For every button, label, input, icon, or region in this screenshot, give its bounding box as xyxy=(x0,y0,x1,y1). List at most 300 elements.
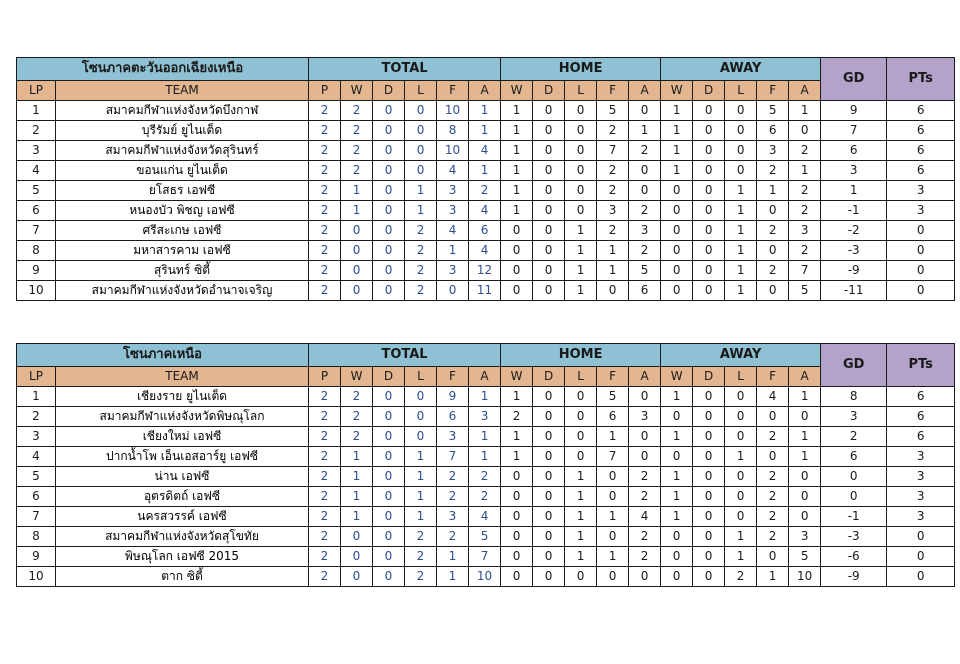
home-stat-cell: 2 xyxy=(629,141,661,161)
total-stat-cell: 1 xyxy=(341,487,373,507)
home-stat-cell: 2 xyxy=(597,161,629,181)
total-stat-cell: 2 xyxy=(341,121,373,141)
away-stat-cell: 0 xyxy=(725,507,757,527)
total-stat-cell: 1 xyxy=(341,467,373,487)
total-stat-cell: 1 xyxy=(469,121,501,141)
position-cell: 1 xyxy=(17,387,56,407)
total-stat-cell: 0 xyxy=(373,261,405,281)
col-header: L xyxy=(405,81,437,101)
home-stat-cell: 1 xyxy=(565,527,597,547)
total-stat-cell: 10 xyxy=(469,567,501,587)
away-stat-cell: 3 xyxy=(789,527,821,547)
away-stat-cell: 2 xyxy=(725,567,757,587)
away-stat-cell: 0 xyxy=(661,181,693,201)
away-stat-cell: 1 xyxy=(725,241,757,261)
position-cell: 3 xyxy=(17,141,56,161)
points-cell: 6 xyxy=(887,427,955,447)
home-stat-cell: 0 xyxy=(533,467,565,487)
home-stat-cell: 4 xyxy=(629,507,661,527)
points-cell: 0 xyxy=(887,567,955,587)
home-stat-cell: 1 xyxy=(565,281,597,301)
total-stat-cell: 2 xyxy=(309,447,341,467)
home-stat-cell: 1 xyxy=(565,261,597,281)
total-stat-cell: 7 xyxy=(469,547,501,567)
col-header: L xyxy=(725,81,757,101)
away-stat-cell: 1 xyxy=(725,547,757,567)
goal-difference-cell: -1 xyxy=(821,507,887,527)
home-stat-cell: 0 xyxy=(501,467,533,487)
position-cell: 6 xyxy=(17,201,56,221)
home-stat-cell: 0 xyxy=(501,241,533,261)
total-stat-cell: 0 xyxy=(405,407,437,427)
total-stat-cell: 2 xyxy=(405,527,437,547)
team-name-cell: สมาคมกีฬาแห่งจังหวัดสุโขทัย xyxy=(56,527,309,547)
total-stat-cell: 0 xyxy=(405,387,437,407)
total-stat-cell: 2 xyxy=(309,201,341,221)
col-header: A xyxy=(789,81,821,101)
away-stat-cell: 0 xyxy=(693,161,725,181)
home-stat-cell: 0 xyxy=(501,221,533,241)
col-header: F xyxy=(597,81,629,101)
total-stat-cell: 2 xyxy=(309,487,341,507)
team-name-cell: สุรินทร์ ซิตี้ xyxy=(56,261,309,281)
away-stat-cell: 0 xyxy=(661,281,693,301)
points-cell: 6 xyxy=(887,387,955,407)
position-cell: 7 xyxy=(17,507,56,527)
total-stat-cell: 0 xyxy=(405,161,437,181)
away-stat-cell: 1 xyxy=(757,567,789,587)
home-stat-cell: 1 xyxy=(565,507,597,527)
away-stat-cell: 5 xyxy=(789,281,821,301)
total-stat-cell: 0 xyxy=(373,427,405,447)
home-stat-cell: 0 xyxy=(629,101,661,121)
home-stat-cell: 1 xyxy=(597,241,629,261)
away-stat-cell: 1 xyxy=(661,161,693,181)
home-stat-cell: 0 xyxy=(501,281,533,301)
home-header: HOME xyxy=(501,58,661,81)
away-stat-cell: 2 xyxy=(757,467,789,487)
lp-header: LP xyxy=(17,81,56,101)
home-stat-cell: 6 xyxy=(597,407,629,427)
home-stat-cell: 0 xyxy=(597,281,629,301)
home-stat-cell: 0 xyxy=(565,181,597,201)
region-title: โซนภาคตะวันออกเฉียงเหนือ xyxy=(17,58,309,81)
away-stat-cell: 2 xyxy=(757,487,789,507)
goal-difference-cell: 1 xyxy=(821,181,887,201)
home-stat-cell: 1 xyxy=(565,241,597,261)
goal-difference-cell: -1 xyxy=(821,201,887,221)
total-stat-cell: 5 xyxy=(469,527,501,547)
home-stat-cell: 0 xyxy=(565,447,597,467)
goal-difference-cell: 7 xyxy=(821,121,887,141)
home-stat-cell: 0 xyxy=(533,547,565,567)
away-stat-cell: 0 xyxy=(693,261,725,281)
col-header: D xyxy=(533,81,565,101)
team-header: TEAM xyxy=(56,81,309,101)
total-stat-cell: 1 xyxy=(469,161,501,181)
total-stat-cell: 0 xyxy=(373,567,405,587)
total-stat-cell: 2 xyxy=(309,567,341,587)
table-row xyxy=(17,507,955,527)
away-stat-cell: 0 xyxy=(725,427,757,447)
total-stat-cell: 0 xyxy=(373,507,405,527)
table-row xyxy=(17,141,955,161)
total-stat-cell: 2 xyxy=(437,527,469,547)
total-stat-cell: 4 xyxy=(437,221,469,241)
away-header: AWAY xyxy=(661,344,821,367)
points-cell: 3 xyxy=(887,467,955,487)
away-stat-cell: 0 xyxy=(725,487,757,507)
col-header: A xyxy=(629,367,661,387)
away-stat-cell: 0 xyxy=(661,547,693,567)
total-stat-cell: 2 xyxy=(341,141,373,161)
away-stat-cell: 0 xyxy=(693,101,725,121)
total-stat-cell: 1 xyxy=(437,567,469,587)
home-stat-cell: 0 xyxy=(533,507,565,527)
total-stat-cell: 2 xyxy=(405,221,437,241)
away-stat-cell: 2 xyxy=(757,507,789,527)
total-stat-cell: 0 xyxy=(341,241,373,261)
home-stat-cell: 1 xyxy=(629,121,661,141)
points-cell: 3 xyxy=(887,507,955,527)
table-row xyxy=(17,121,955,141)
away-stat-cell: 0 xyxy=(693,507,725,527)
home-stat-cell: 0 xyxy=(533,387,565,407)
goal-difference-cell: -3 xyxy=(821,241,887,261)
table-row xyxy=(17,567,955,587)
total-stat-cell: 6 xyxy=(469,221,501,241)
pts-header: PTs xyxy=(887,344,955,387)
home-stat-cell: 1 xyxy=(501,121,533,141)
total-stat-cell: 3 xyxy=(437,201,469,221)
home-stat-cell: 0 xyxy=(533,161,565,181)
away-stat-cell: 0 xyxy=(693,447,725,467)
home-stat-cell: 1 xyxy=(501,387,533,407)
total-stat-cell: 2 xyxy=(309,407,341,427)
total-stat-cell: 7 xyxy=(437,447,469,467)
home-stat-cell: 1 xyxy=(501,161,533,181)
points-cell: 0 xyxy=(887,527,955,547)
home-stat-cell: 0 xyxy=(565,161,597,181)
home-stat-cell: 2 xyxy=(629,467,661,487)
home-stat-cell: 0 xyxy=(565,407,597,427)
position-cell: 9 xyxy=(17,261,56,281)
home-stat-cell: 7 xyxy=(597,141,629,161)
away-stat-cell: 0 xyxy=(693,407,725,427)
total-stat-cell: 2 xyxy=(309,261,341,281)
goal-difference-cell: -9 xyxy=(821,567,887,587)
position-cell: 5 xyxy=(17,467,56,487)
home-stat-cell: 1 xyxy=(597,547,629,567)
goal-difference-cell: 2 xyxy=(821,427,887,447)
total-stat-cell: 11 xyxy=(469,281,501,301)
home-stat-cell: 0 xyxy=(565,141,597,161)
home-stat-cell: 1 xyxy=(597,261,629,281)
goal-difference-cell: 3 xyxy=(821,407,887,427)
home-stat-cell: 0 xyxy=(533,181,565,201)
table-row xyxy=(17,387,955,407)
home-stat-cell: 0 xyxy=(501,567,533,587)
away-stat-cell: 1 xyxy=(789,387,821,407)
away-stat-cell: 0 xyxy=(693,527,725,547)
total-stat-cell: 0 xyxy=(341,567,373,587)
away-stat-cell: 0 xyxy=(693,121,725,141)
home-stat-cell: 0 xyxy=(565,567,597,587)
position-cell: 10 xyxy=(17,281,56,301)
total-stat-cell: 2 xyxy=(309,221,341,241)
team-name-cell: ยโสธร เอฟซี xyxy=(56,181,309,201)
away-stat-cell: 0 xyxy=(725,141,757,161)
away-stat-cell: 0 xyxy=(789,507,821,527)
position-cell: 10 xyxy=(17,567,56,587)
points-cell: 3 xyxy=(887,487,955,507)
total-stat-cell: 0 xyxy=(405,427,437,447)
away-stat-cell: 1 xyxy=(661,387,693,407)
col-header: D xyxy=(693,81,725,101)
away-stat-cell: 3 xyxy=(757,141,789,161)
away-stat-cell: 5 xyxy=(789,547,821,567)
away-stat-cell: 0 xyxy=(661,407,693,427)
home-stat-cell: 0 xyxy=(565,387,597,407)
total-stat-cell: 0 xyxy=(373,101,405,121)
total-stat-cell: 1 xyxy=(469,447,501,467)
away-stat-cell: 0 xyxy=(693,567,725,587)
home-stat-cell: 0 xyxy=(597,487,629,507)
col-header: W xyxy=(661,367,693,387)
col-header: W xyxy=(341,367,373,387)
away-stat-cell: 1 xyxy=(725,527,757,547)
home-stat-cell: 0 xyxy=(533,241,565,261)
away-stat-cell: 1 xyxy=(725,447,757,467)
away-stat-cell: 2 xyxy=(757,427,789,447)
home-stat-cell: 3 xyxy=(629,221,661,241)
home-stat-cell: 0 xyxy=(533,141,565,161)
total-stat-cell: 0 xyxy=(373,407,405,427)
away-stat-cell: 6 xyxy=(757,121,789,141)
position-cell: 3 xyxy=(17,427,56,447)
away-stat-cell: 1 xyxy=(661,427,693,447)
away-stat-cell: 0 xyxy=(693,221,725,241)
position-cell: 7 xyxy=(17,221,56,241)
away-stat-cell: 0 xyxy=(757,407,789,427)
total-stat-cell: 4 xyxy=(469,201,501,221)
team-name-cell: หนองบัว พิชญ เอฟซี xyxy=(56,201,309,221)
home-stat-cell: 0 xyxy=(533,101,565,121)
total-stat-cell: 1 xyxy=(341,201,373,221)
team-name-cell: เชียงใหม่ เอฟซี xyxy=(56,427,309,447)
total-stat-cell: 0 xyxy=(373,527,405,547)
home-stat-cell: 0 xyxy=(565,121,597,141)
total-stat-cell: 0 xyxy=(373,121,405,141)
home-stat-cell: 0 xyxy=(629,567,661,587)
team-name-cell: เชียงราย ยูไนเต็ด xyxy=(56,387,309,407)
total-stat-cell: 2 xyxy=(341,161,373,181)
goal-difference-cell: 8 xyxy=(821,387,887,407)
position-cell: 4 xyxy=(17,161,56,181)
points-cell: 3 xyxy=(887,181,955,201)
total-stat-cell: 1 xyxy=(341,507,373,527)
away-stat-cell: 0 xyxy=(757,241,789,261)
away-stat-cell: 7 xyxy=(789,261,821,281)
total-stat-cell: 2 xyxy=(469,467,501,487)
home-stat-cell: 0 xyxy=(629,161,661,181)
home-stat-cell: 1 xyxy=(565,547,597,567)
position-cell: 2 xyxy=(17,121,56,141)
total-stat-cell: 2 xyxy=(309,387,341,407)
points-cell: 0 xyxy=(887,281,955,301)
away-stat-cell: 0 xyxy=(789,407,821,427)
away-stat-cell: 1 xyxy=(661,101,693,121)
home-stat-cell: 1 xyxy=(501,427,533,447)
table-row xyxy=(17,427,955,447)
col-header: A xyxy=(629,81,661,101)
table-row xyxy=(17,261,955,281)
home-stat-cell: 1 xyxy=(501,141,533,161)
total-stat-cell: 12 xyxy=(469,261,501,281)
away-stat-cell: 0 xyxy=(789,487,821,507)
total-stat-cell: 2 xyxy=(405,547,437,567)
total-stat-cell: 1 xyxy=(405,447,437,467)
total-stat-cell: 2 xyxy=(309,547,341,567)
total-stat-cell: 0 xyxy=(373,161,405,181)
away-stat-cell: 0 xyxy=(725,121,757,141)
position-cell: 6 xyxy=(17,487,56,507)
away-stat-cell: 0 xyxy=(757,281,789,301)
position-cell: 4 xyxy=(17,447,56,467)
away-stat-cell: 0 xyxy=(661,221,693,241)
team-name-cell: มหาสารคาม เอฟซี xyxy=(56,241,309,261)
goal-difference-cell: 3 xyxy=(821,161,887,181)
away-stat-cell: 0 xyxy=(693,281,725,301)
away-stat-cell: 0 xyxy=(725,407,757,427)
total-stat-cell: 1 xyxy=(437,547,469,567)
col-header: D xyxy=(693,367,725,387)
away-stat-cell: 0 xyxy=(693,141,725,161)
total-stat-cell: 2 xyxy=(309,181,341,201)
home-stat-cell: 0 xyxy=(533,427,565,447)
home-stat-cell: 1 xyxy=(565,467,597,487)
away-stat-cell: 0 xyxy=(661,241,693,261)
total-stat-cell: 3 xyxy=(437,507,469,527)
total-stat-cell: 4 xyxy=(469,507,501,527)
away-stat-cell: 0 xyxy=(693,181,725,201)
home-stat-cell: 0 xyxy=(629,427,661,447)
total-header: TOTAL xyxy=(309,58,501,81)
home-stat-cell: 2 xyxy=(597,181,629,201)
total-stat-cell: 0 xyxy=(341,281,373,301)
away-stat-cell: 0 xyxy=(693,547,725,567)
home-stat-cell: 1 xyxy=(565,221,597,241)
total-stat-cell: 0 xyxy=(341,221,373,241)
total-stat-cell: 1 xyxy=(341,447,373,467)
home-stat-cell: 5 xyxy=(597,101,629,121)
home-stat-cell: 1 xyxy=(501,201,533,221)
col-header: L xyxy=(565,367,597,387)
away-stat-cell: 0 xyxy=(757,201,789,221)
goal-difference-cell: -9 xyxy=(821,261,887,281)
away-stat-cell: 0 xyxy=(757,447,789,467)
col-header: L xyxy=(565,81,597,101)
standings-table-north xyxy=(16,343,955,587)
team-header: TEAM xyxy=(56,367,309,387)
away-stat-cell: 1 xyxy=(661,507,693,527)
col-header: F xyxy=(437,81,469,101)
total-stat-cell: 0 xyxy=(405,121,437,141)
position-cell: 9 xyxy=(17,547,56,567)
table-row xyxy=(17,467,955,487)
home-stat-cell: 1 xyxy=(597,427,629,447)
total-header: TOTAL xyxy=(309,344,501,367)
col-header: L xyxy=(725,367,757,387)
total-stat-cell: 0 xyxy=(341,527,373,547)
total-stat-cell: 3 xyxy=(437,261,469,281)
position-cell: 8 xyxy=(17,527,56,547)
away-stat-cell: 0 xyxy=(725,387,757,407)
away-stat-cell: 0 xyxy=(661,261,693,281)
total-stat-cell: 4 xyxy=(437,161,469,181)
col-header: W xyxy=(661,81,693,101)
away-stat-cell: 0 xyxy=(693,427,725,447)
total-stat-cell: 2 xyxy=(341,407,373,427)
away-stat-cell: 2 xyxy=(757,527,789,547)
total-stat-cell: 2 xyxy=(309,427,341,447)
team-name-cell: สมาคมกีฬาแห่งจังหวัดอำนาจเจริญ xyxy=(56,281,309,301)
away-stat-cell: 0 xyxy=(693,387,725,407)
table-row xyxy=(17,527,955,547)
total-stat-cell: 2 xyxy=(405,567,437,587)
total-stat-cell: 4 xyxy=(469,141,501,161)
total-stat-cell: 2 xyxy=(309,527,341,547)
away-stat-cell: 2 xyxy=(789,181,821,201)
home-stat-cell: 6 xyxy=(629,281,661,301)
home-stat-cell: 0 xyxy=(533,121,565,141)
home-stat-cell: 0 xyxy=(597,467,629,487)
away-stat-cell: 1 xyxy=(661,121,693,141)
away-stat-cell: 1 xyxy=(661,487,693,507)
total-stat-cell: 1 xyxy=(341,181,373,201)
gd-header: GD xyxy=(821,344,887,387)
team-name-cell: นครสวรรค์ เอฟซี xyxy=(56,507,309,527)
goal-difference-cell: -2 xyxy=(821,221,887,241)
home-stat-cell: 1 xyxy=(565,487,597,507)
total-stat-cell: 2 xyxy=(437,487,469,507)
home-stat-cell: 0 xyxy=(533,261,565,281)
total-stat-cell: 3 xyxy=(437,181,469,201)
away-stat-cell: 1 xyxy=(661,141,693,161)
home-stat-cell: 2 xyxy=(597,121,629,141)
total-stat-cell: 2 xyxy=(309,241,341,261)
away-header: AWAY xyxy=(661,58,821,81)
col-header: L xyxy=(405,367,437,387)
table-row xyxy=(17,281,955,301)
home-stat-cell: 0 xyxy=(501,507,533,527)
home-stat-cell: 7 xyxy=(597,447,629,467)
home-stat-cell: 0 xyxy=(501,261,533,281)
total-stat-cell: 6 xyxy=(437,407,469,427)
total-stat-cell: 0 xyxy=(373,281,405,301)
home-stat-cell: 1 xyxy=(501,447,533,467)
home-stat-cell: 0 xyxy=(597,567,629,587)
total-stat-cell: 1 xyxy=(405,507,437,527)
total-stat-cell: 4 xyxy=(469,241,501,261)
total-stat-cell: 1 xyxy=(469,387,501,407)
away-stat-cell: 0 xyxy=(661,567,693,587)
home-stat-cell: 3 xyxy=(629,407,661,427)
away-stat-cell: 10 xyxy=(789,567,821,587)
home-stat-cell: 0 xyxy=(597,527,629,547)
team-name-cell: ปากน้ำโพ เอ็นเอสอาร์ยู เอฟซี xyxy=(56,447,309,467)
position-cell: 8 xyxy=(17,241,56,261)
